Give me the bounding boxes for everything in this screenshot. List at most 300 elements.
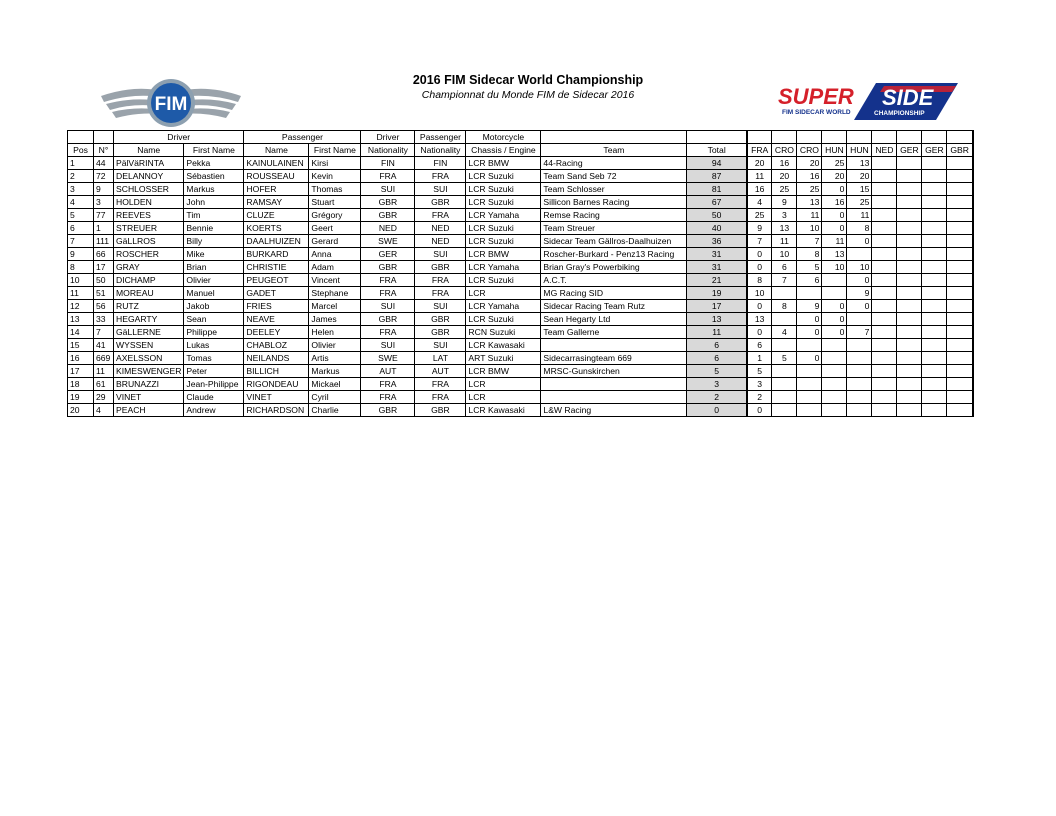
cell-no: 7 xyxy=(94,326,114,339)
cell-round-points xyxy=(872,261,897,274)
cell-driver-name: KIMESWENGER xyxy=(114,365,184,378)
group-header-row xyxy=(68,131,973,144)
cell-round-points: 20 xyxy=(847,170,872,183)
cell-driver-first: Billy xyxy=(184,235,244,248)
cell-team: Brian Gray's Powerbiking xyxy=(541,261,687,274)
cell-round-points xyxy=(872,300,897,313)
cell-pos: 3 xyxy=(68,183,94,196)
header-blank xyxy=(94,131,114,144)
cell-round-points xyxy=(897,183,922,196)
cell-pos: 7 xyxy=(68,235,94,248)
cell-driver-nationality: GBR xyxy=(361,196,415,209)
cell-round-points: 11 xyxy=(772,235,797,248)
table-row xyxy=(68,235,973,248)
cell-total: 31 xyxy=(687,248,747,261)
cell-round-points xyxy=(772,365,797,378)
header-blank xyxy=(897,131,922,144)
cell-passenger-nationality: FRA xyxy=(415,170,466,183)
cell-round-points: 9 xyxy=(772,196,797,209)
cell-round-points xyxy=(897,404,922,417)
cell-team: Remse Racing xyxy=(541,209,687,222)
cell-round-points: 0 xyxy=(822,222,847,235)
cell-driver-nationality: GBR xyxy=(361,209,415,222)
cell-round-points xyxy=(797,404,822,417)
superside-line-text: FIM SIDECAR WORLD xyxy=(782,109,851,116)
cell-passenger-first: Artis xyxy=(309,352,361,365)
cell-total: 6 xyxy=(687,339,747,352)
cell-driver-name: STREUER xyxy=(114,222,184,235)
cell-round-points xyxy=(897,196,922,209)
col-header-chassis: Chassis / Engine xyxy=(466,144,541,157)
cell-driver-name: ROSCHER xyxy=(114,248,184,261)
col-header-round: GER xyxy=(922,144,947,157)
cell-total: 17 xyxy=(687,300,747,313)
cell-round-points xyxy=(872,248,897,261)
col-header-round: CRO xyxy=(797,144,822,157)
cell-driver-first: Sébastien xyxy=(184,170,244,183)
cell-round-points xyxy=(872,209,897,222)
cell-round-points: 9 xyxy=(747,222,772,235)
cell-round-points xyxy=(922,339,947,352)
cell-round-points: 0 xyxy=(797,313,822,326)
cell-round-points xyxy=(947,287,973,300)
cell-driver-first: John xyxy=(184,196,244,209)
cell-passenger-first: Vincent xyxy=(309,274,361,287)
cell-no: 50 xyxy=(94,274,114,287)
cell-pos: 10 xyxy=(68,274,94,287)
table-row xyxy=(68,339,973,352)
cell-team: Team Streuer xyxy=(541,222,687,235)
table-row xyxy=(68,170,973,183)
cell-no: 33 xyxy=(94,313,114,326)
cell-driver-name: AXELSSON xyxy=(114,352,184,365)
cell-round-points: 2 xyxy=(747,391,772,404)
cell-round-points: 10 xyxy=(822,261,847,274)
column-header-row xyxy=(68,144,973,157)
cell-round-points: 4 xyxy=(747,196,772,209)
cell-chassis: LCR xyxy=(466,378,541,391)
cell-total: 67 xyxy=(687,196,747,209)
cell-chassis: LCR Yamaha xyxy=(466,300,541,313)
cell-driver-name: DELANNOY xyxy=(114,170,184,183)
table-row xyxy=(68,222,973,235)
cell-round-points xyxy=(872,365,897,378)
cell-round-points xyxy=(947,157,973,170)
cell-team xyxy=(541,391,687,404)
cell-team: Sidecarrasingteam 669 xyxy=(541,352,687,365)
cell-round-points: 25 xyxy=(797,183,822,196)
cell-total: 21 xyxy=(687,274,747,287)
cell-round-points: 11 xyxy=(847,209,872,222)
cell-passenger-name: FRIES xyxy=(244,300,309,313)
cell-pos: 11 xyxy=(68,287,94,300)
cell-no: 56 xyxy=(94,300,114,313)
cell-round-points: 7 xyxy=(797,235,822,248)
col-header-passenger-first: First Name xyxy=(309,144,361,157)
cell-round-points: 3 xyxy=(772,209,797,222)
cell-round-points xyxy=(922,248,947,261)
cell-team: Sillicon Barnes Racing xyxy=(541,196,687,209)
cell-round-points xyxy=(797,365,822,378)
cell-passenger-name: RIGONDEAU xyxy=(244,378,309,391)
col-header-pos: Pos xyxy=(68,144,94,157)
cell-chassis: LCR Suzuki xyxy=(466,274,541,287)
cell-round-points xyxy=(897,157,922,170)
cell-round-points xyxy=(922,157,947,170)
cell-passenger-name: KAINULAINEN xyxy=(244,157,309,170)
cell-round-points: 13 xyxy=(822,248,847,261)
cell-round-points: 8 xyxy=(772,300,797,313)
cell-driver-first: Sean xyxy=(184,313,244,326)
cell-chassis: LCR BMW xyxy=(466,248,541,261)
cell-round-points xyxy=(947,326,973,339)
cell-passenger-nationality: FRA xyxy=(415,378,466,391)
cell-team: Sean Hegarty Ltd xyxy=(541,313,687,326)
cell-driver-first: Jakob xyxy=(184,300,244,313)
cell-round-points xyxy=(897,391,922,404)
cell-round-points xyxy=(772,378,797,391)
superside-logo-icon xyxy=(776,80,962,126)
cell-round-points xyxy=(822,339,847,352)
cell-round-points xyxy=(872,196,897,209)
cell-round-points xyxy=(772,339,797,352)
cell-round-points xyxy=(922,222,947,235)
cell-driver-first: Pekka xyxy=(184,157,244,170)
cell-total: 94 xyxy=(687,157,747,170)
cell-round-points: 15 xyxy=(847,183,872,196)
cell-round-points xyxy=(947,404,973,417)
cell-round-points: 5 xyxy=(797,261,822,274)
cell-round-points xyxy=(922,365,947,378)
cell-passenger-name: GADET xyxy=(244,287,309,300)
table-row xyxy=(68,183,973,196)
cell-driver-name: HEGARTY xyxy=(114,313,184,326)
cell-driver-name: GRAY xyxy=(114,261,184,274)
cell-driver-nationality: FRA xyxy=(361,391,415,404)
cell-round-points xyxy=(947,365,973,378)
cell-passenger-name: ROUSSEAU xyxy=(244,170,309,183)
cell-round-points xyxy=(947,170,973,183)
group-header-passenger-nat: Passenger xyxy=(415,131,466,144)
cell-passenger-name: NEILANDS xyxy=(244,352,309,365)
cell-round-points xyxy=(872,391,897,404)
cell-total: 13 xyxy=(687,313,747,326)
cell-passenger-name: HOFER xyxy=(244,183,309,196)
cell-round-points xyxy=(947,313,973,326)
cell-round-points: 0 xyxy=(747,261,772,274)
cell-driver-nationality: GBR xyxy=(361,313,415,326)
cell-round-points xyxy=(772,313,797,326)
cell-round-points xyxy=(897,222,922,235)
cell-passenger-first: Charlie xyxy=(309,404,361,417)
header-blank xyxy=(541,131,687,144)
cell-chassis: LCR Yamaha xyxy=(466,261,541,274)
cell-chassis: LCR Suzuki xyxy=(466,313,541,326)
cell-total: 31 xyxy=(687,261,747,274)
cell-no: 669 xyxy=(94,352,114,365)
cell-chassis: ART Suzuki xyxy=(466,352,541,365)
cell-driver-nationality: GBR xyxy=(361,261,415,274)
cell-round-points xyxy=(922,378,947,391)
cell-total: 40 xyxy=(687,222,747,235)
cell-round-points: 0 xyxy=(847,300,872,313)
cell-total: 6 xyxy=(687,352,747,365)
cell-team: Team Gallerne xyxy=(541,326,687,339)
cell-passenger-first: Marcel xyxy=(309,300,361,313)
table-row xyxy=(68,365,973,378)
cell-round-points: 7 xyxy=(847,326,872,339)
cell-round-points xyxy=(922,313,947,326)
cell-round-points: 8 xyxy=(797,248,822,261)
table-row xyxy=(68,404,973,417)
page-title: 2016 FIM Sidecar World Championship xyxy=(412,73,644,87)
col-header-total: Total xyxy=(687,144,747,157)
cell-passenger-first: Anna xyxy=(309,248,361,261)
col-header-round: CRO xyxy=(772,144,797,157)
cell-round-points xyxy=(922,209,947,222)
cell-chassis: LCR Yamaha xyxy=(466,209,541,222)
cell-passenger-nationality: GBR xyxy=(415,261,466,274)
cell-round-points xyxy=(897,378,922,391)
cell-chassis: LCR Suzuki xyxy=(466,196,541,209)
cell-pos: 13 xyxy=(68,313,94,326)
standings-table xyxy=(67,130,974,417)
cell-pos: 2 xyxy=(68,170,94,183)
header-blank xyxy=(847,131,872,144)
cell-round-points: 0 xyxy=(822,183,847,196)
cell-round-points xyxy=(922,261,947,274)
cell-round-points xyxy=(897,300,922,313)
cell-passenger-nationality: FIN xyxy=(415,157,466,170)
cell-round-points: 9 xyxy=(847,287,872,300)
cell-passenger-nationality: GBR xyxy=(415,313,466,326)
table-row xyxy=(68,352,973,365)
cell-passenger-nationality: LAT xyxy=(415,352,466,365)
cell-team: Sidecar Racing Team Rutz xyxy=(541,300,687,313)
cell-total: 87 xyxy=(687,170,747,183)
cell-total: 81 xyxy=(687,183,747,196)
cell-driver-nationality: SUI xyxy=(361,300,415,313)
cell-passenger-name: PEUGEOT xyxy=(244,274,309,287)
cell-round-points: 0 xyxy=(797,326,822,339)
cell-round-points: 25 xyxy=(747,209,772,222)
cell-no: 77 xyxy=(94,209,114,222)
cell-driver-first: Peter xyxy=(184,365,244,378)
cell-passenger-nationality: NED xyxy=(415,222,466,235)
cell-pos: 1 xyxy=(68,157,94,170)
cell-round-points: 13 xyxy=(797,196,822,209)
cell-round-points xyxy=(897,235,922,248)
group-header-passenger: Passenger xyxy=(244,131,361,144)
cell-total: 0 xyxy=(687,404,747,417)
cell-no: 9 xyxy=(94,183,114,196)
cell-no: 4 xyxy=(94,404,114,417)
cell-passenger-first: Gerard xyxy=(309,235,361,248)
cell-round-points: 20 xyxy=(797,157,822,170)
cell-round-points: 3 xyxy=(747,378,772,391)
cell-round-points xyxy=(897,326,922,339)
cell-no: 44 xyxy=(94,157,114,170)
table-row xyxy=(68,209,973,222)
cell-driver-name: WYSSEN xyxy=(114,339,184,352)
cell-passenger-name: RICHARDSON xyxy=(244,404,309,417)
cell-round-points xyxy=(947,196,973,209)
cell-round-points xyxy=(922,352,947,365)
cell-round-points: 20 xyxy=(747,157,772,170)
cell-chassis: LCR BMW xyxy=(466,365,541,378)
cell-round-points xyxy=(772,391,797,404)
cell-no: 11 xyxy=(94,365,114,378)
cell-chassis: RCN Suzuki xyxy=(466,326,541,339)
cell-round-points xyxy=(872,339,897,352)
header-blank xyxy=(922,131,947,144)
cell-round-points: 0 xyxy=(822,300,847,313)
cell-round-points: 10 xyxy=(772,248,797,261)
cell-round-points xyxy=(947,235,973,248)
col-header-passenger-nationality: Nationality xyxy=(415,144,466,157)
cell-team: MG Racing SID xyxy=(541,287,687,300)
col-header-no: N° xyxy=(94,144,114,157)
cell-round-points xyxy=(872,313,897,326)
cell-round-points xyxy=(922,287,947,300)
cell-passenger-first: Olivier xyxy=(309,339,361,352)
cell-round-points xyxy=(872,326,897,339)
cell-round-points xyxy=(922,196,947,209)
cell-passenger-name: CHABLOZ xyxy=(244,339,309,352)
cell-round-points xyxy=(947,209,973,222)
cell-round-points xyxy=(772,404,797,417)
table-row xyxy=(68,391,973,404)
col-header-passenger-name: Name xyxy=(244,144,309,157)
cell-round-points xyxy=(872,352,897,365)
cell-round-points xyxy=(872,235,897,248)
header-blank xyxy=(822,131,847,144)
cell-total: 19 xyxy=(687,287,747,300)
cell-pos: 20 xyxy=(68,404,94,417)
cell-pos: 17 xyxy=(68,365,94,378)
cell-driver-nationality: GER xyxy=(361,248,415,261)
superside-champ-text: CHAMPIONSHIP xyxy=(874,110,925,117)
col-header-round: NED xyxy=(872,144,897,157)
cell-passenger-nationality: SUI xyxy=(415,183,466,196)
cell-round-points: 0 xyxy=(847,235,872,248)
cell-passenger-first: Kirsi xyxy=(309,157,361,170)
cell-round-points xyxy=(872,378,897,391)
cell-passenger-first: Kevin xyxy=(309,170,361,183)
cell-driver-name: DICHAMP xyxy=(114,274,184,287)
cell-round-points: 10 xyxy=(747,287,772,300)
cell-round-points: 20 xyxy=(772,170,797,183)
table-row xyxy=(68,157,973,170)
cell-chassis: LCR Kawasaki xyxy=(466,339,541,352)
cell-driver-first: Claude xyxy=(184,391,244,404)
cell-driver-first: Brian xyxy=(184,261,244,274)
cell-no: 51 xyxy=(94,287,114,300)
cell-chassis: LCR Suzuki xyxy=(466,170,541,183)
cell-round-points xyxy=(922,326,947,339)
cell-pos: 12 xyxy=(68,300,94,313)
cell-round-points xyxy=(872,170,897,183)
cell-round-points xyxy=(947,222,973,235)
cell-driver-first: Lukas xyxy=(184,339,244,352)
cell-round-points xyxy=(947,378,973,391)
cell-passenger-name: KOERTS xyxy=(244,222,309,235)
cell-round-points xyxy=(897,339,922,352)
cell-pos: 6 xyxy=(68,222,94,235)
cell-round-points xyxy=(922,391,947,404)
cell-round-points: 0 xyxy=(747,248,772,261)
header-blank xyxy=(68,131,94,144)
standings-body xyxy=(68,157,973,417)
cell-round-points xyxy=(797,391,822,404)
group-header-driver-nat: Driver xyxy=(361,131,415,144)
cell-driver-name: GäLLROS xyxy=(114,235,184,248)
cell-pos: 14 xyxy=(68,326,94,339)
header-blank xyxy=(947,131,973,144)
cell-round-points xyxy=(947,183,973,196)
cell-driver-nationality: FRA xyxy=(361,287,415,300)
superside-side-text: SIDE xyxy=(882,85,934,110)
cell-no: 72 xyxy=(94,170,114,183)
cell-pos: 16 xyxy=(68,352,94,365)
cell-round-points xyxy=(922,404,947,417)
cell-round-points xyxy=(797,339,822,352)
cell-round-points: 5 xyxy=(747,365,772,378)
cell-round-points: 0 xyxy=(822,209,847,222)
cell-pos: 18 xyxy=(68,378,94,391)
cell-passenger-first: James xyxy=(309,313,361,326)
cell-passenger-name: DAALHUIZEN xyxy=(244,235,309,248)
cell-pos: 15 xyxy=(68,339,94,352)
cell-round-points: 11 xyxy=(797,209,822,222)
cell-team: Sidecar Team Gällros-Daalhuizen xyxy=(541,235,687,248)
cell-round-points: 6 xyxy=(772,261,797,274)
cell-driver-name: PEACH xyxy=(114,404,184,417)
cell-no: 66 xyxy=(94,248,114,261)
cell-round-points xyxy=(847,391,872,404)
cell-driver-first: Jean-Philippe xyxy=(184,378,244,391)
cell-driver-first: Philippe xyxy=(184,326,244,339)
cell-team: A.C.T. xyxy=(541,274,687,287)
cell-team: Team Schlosser xyxy=(541,183,687,196)
cell-passenger-name: BURKARD xyxy=(244,248,309,261)
group-header-motorcycle: Motorcycle xyxy=(466,131,541,144)
cell-driver-nationality: AUT xyxy=(361,365,415,378)
cell-round-points: 13 xyxy=(772,222,797,235)
cell-round-points xyxy=(947,391,973,404)
cell-round-points xyxy=(847,313,872,326)
cell-round-points: 6 xyxy=(797,274,822,287)
cell-chassis: LCR Kawasaki xyxy=(466,404,541,417)
cell-total: 3 xyxy=(687,378,747,391)
cell-round-points xyxy=(947,352,973,365)
cell-round-points xyxy=(847,365,872,378)
cell-passenger-nationality: FRA xyxy=(415,274,466,287)
cell-driver-name: REEVES xyxy=(114,209,184,222)
cell-round-points: 11 xyxy=(822,235,847,248)
col-header-round: FRA xyxy=(747,144,772,157)
cell-round-points: 7 xyxy=(772,274,797,287)
cell-driver-nationality: SUI xyxy=(361,339,415,352)
cell-passenger-first: Grégory xyxy=(309,209,361,222)
cell-round-points: 16 xyxy=(797,170,822,183)
cell-driver-name: PälVäRINTA xyxy=(114,157,184,170)
cell-driver-nationality: GBR xyxy=(361,404,415,417)
cell-total: 36 xyxy=(687,235,747,248)
cell-chassis: LCR Suzuki xyxy=(466,235,541,248)
cell-passenger-nationality: AUT xyxy=(415,365,466,378)
header-blank xyxy=(772,131,797,144)
